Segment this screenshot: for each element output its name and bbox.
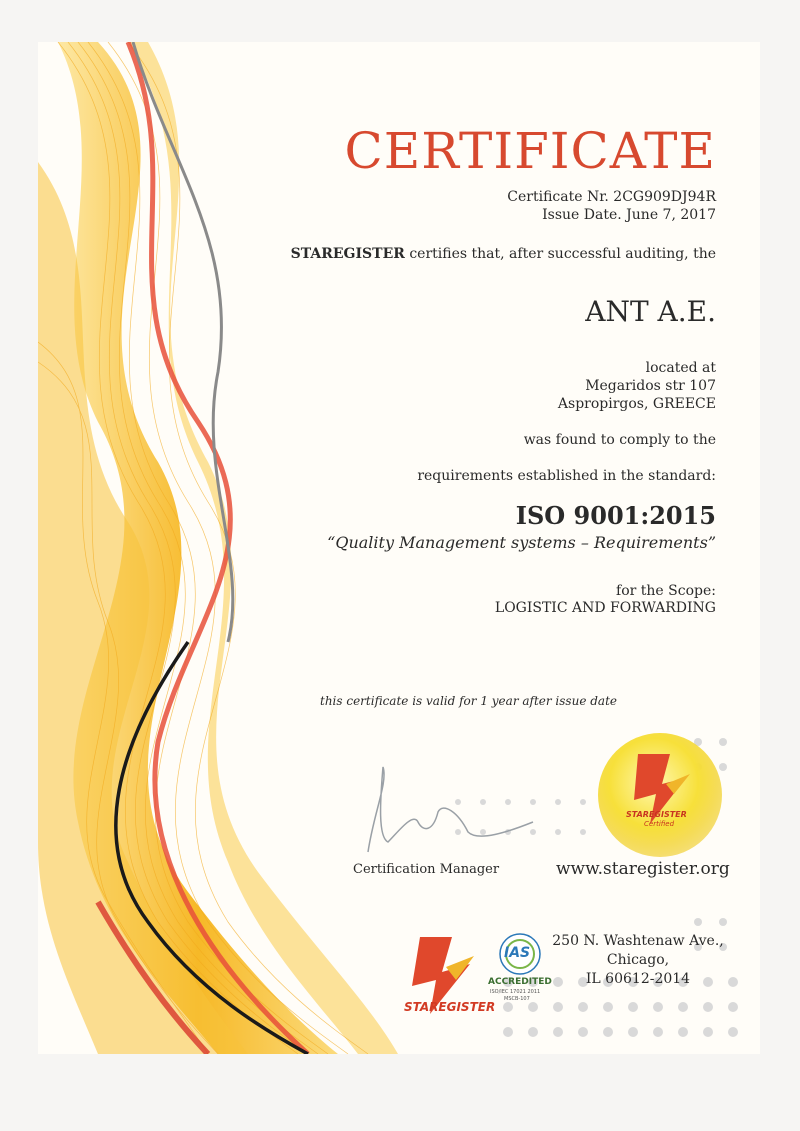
accredited-label: ACCREDITED <box>488 977 552 987</box>
signer-title: Certification Manager <box>353 862 500 877</box>
ias-text: IAS <box>504 945 531 961</box>
ias-code-line: MSCB-107 <box>504 996 530 1002</box>
website-link[interactable]: www.staregister.org <box>556 859 730 879</box>
ias-standard-line: ISO/IEC 17021 2011 <box>490 989 541 995</box>
company-address-line1: Megaridos str 107 <box>585 378 716 394</box>
hq-address <box>543 932 733 989</box>
hq-address-line: IL 60612-2014 <box>585 971 691 987</box>
issue-date: Issue Date. June 7, 2017 <box>542 207 716 223</box>
iso-standard: ISO 9001:2015 <box>515 501 716 530</box>
standard-description: “Quality Management systems – Requirements” <box>327 533 716 552</box>
certificate-title: CERTIFICATE <box>344 122 716 180</box>
certifies-statement <box>291 245 716 263</box>
certificate-sheet <box>38 42 760 1054</box>
company-name: ANT A.E. <box>585 295 716 328</box>
seal-brand: STAREGISTER <box>626 810 687 819</box>
company-address-line2: Aspropirgos, GREECE <box>557 396 716 412</box>
hq-address-line: Chicago, <box>606 952 670 968</box>
scope-value: LOGISTIC AND FORWARDING <box>494 600 716 616</box>
comply-text: was found to comply to the <box>523 432 716 448</box>
footer-brand: STAREGISTER <box>404 1000 496 1014</box>
validity-note: this certificate is valid for 1 year after issue date <box>320 694 617 708</box>
hq-address-line: 250 N. Washtenaw Ave., <box>552 933 724 949</box>
certifier-name: STAREGISTER <box>290 246 405 262</box>
requirements-text: requirements established in the standard: <box>417 468 716 484</box>
scope-label: for the Scope: <box>616 583 716 599</box>
certifies-text: certifies that, after successful auditing, the <box>404 246 716 262</box>
seal-sub: Certified <box>644 820 675 828</box>
signature <box>368 767 533 852</box>
certificate-number: Certificate Nr. 2CG909DJ94R <box>507 189 716 205</box>
located-at-label: located at <box>645 360 716 376</box>
